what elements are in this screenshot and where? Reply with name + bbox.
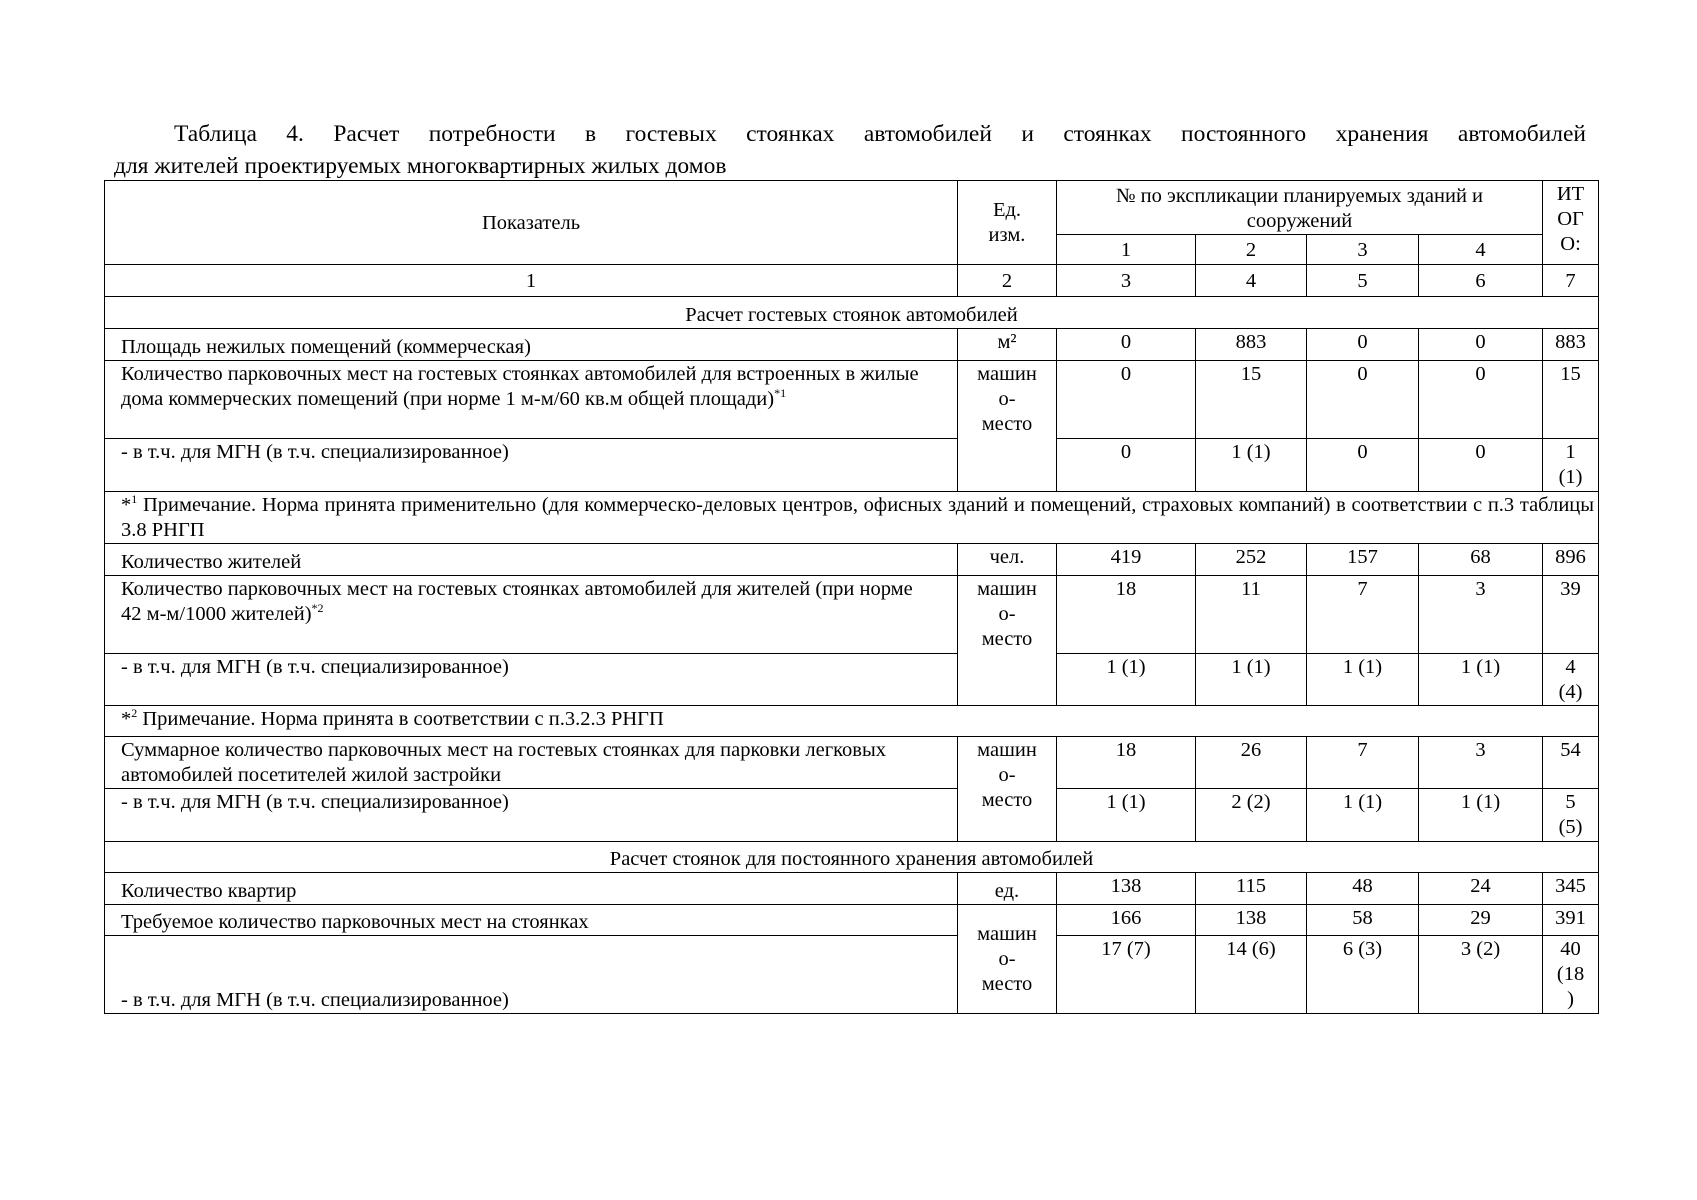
- table-row-residents: [105, 544, 1599, 576]
- section-title-permanent: Расчет стоянок для постоянного хранения автомобилей: [105, 842, 1599, 873]
- cell-total: 391: [1543, 905, 1599, 936]
- header-indicator: Показатель: [105, 181, 958, 265]
- footnote-number: 2: [131, 706, 138, 721]
- cell-value: 17 (7): [1057, 936, 1196, 1014]
- table-row-commercial-spaces: [105, 361, 1599, 439]
- header-total-line3: О:: [1560, 233, 1581, 255]
- row-label-text: Количество парковочных мест на гостевых стоянках автомобилей для встроенных в жилые дома коммерческих помещений (при норме 1 м-м/60 кв.м общей площади): [121, 363, 919, 410]
- table-row-area: [105, 329, 1599, 361]
- cell-value: 2 (2): [1196, 789, 1307, 842]
- unit-line2: о-: [998, 388, 1016, 410]
- header-building: 2: [1196, 235, 1307, 265]
- cell-value: 3: [1419, 737, 1543, 789]
- cell-value: 7: [1307, 576, 1419, 654]
- total-line1: 1: [1565, 441, 1576, 463]
- cell-value: 11: [1196, 576, 1307, 654]
- total-line2: (1): [1558, 466, 1583, 488]
- cell-value: 14 (6): [1196, 936, 1307, 1014]
- cell-value: 0: [1419, 361, 1543, 439]
- cell-total: 15: [1543, 361, 1599, 439]
- section-row-permanent: [105, 842, 1599, 873]
- cell-value: 7: [1307, 737, 1419, 789]
- row-unit: ед.: [958, 873, 1057, 905]
- total-line2: (18: [1556, 963, 1585, 985]
- cell-value: 1 (1): [1419, 654, 1543, 706]
- row-label: Количество жителей: [105, 544, 958, 576]
- cell-value: 0: [1057, 361, 1196, 439]
- column-number: 4: [1196, 265, 1307, 297]
- cell-total: [1543, 654, 1599, 706]
- cell-value: 1 (1): [1196, 439, 1307, 492]
- unit-line1: машин: [977, 739, 1037, 761]
- table-row-resident-spaces: [105, 576, 1599, 654]
- cell-value: 58: [1307, 905, 1419, 936]
- caption-line-1: Таблица 4. Расчет потребности в гостевых стоянках автомобилей и стоянках постоянного хранения автомобилей: [174, 121, 1586, 147]
- row-label: - в т.ч. для МГН (в т.ч. специализированное): [105, 936, 958, 1014]
- cell-value: 883: [1196, 329, 1307, 361]
- cell-value: 138: [1196, 905, 1307, 936]
- cell-total: [1543, 936, 1599, 1014]
- cell-value: 68: [1419, 544, 1543, 576]
- table-row-resident-mgn: [105, 654, 1599, 706]
- cell-value: 166: [1057, 905, 1196, 936]
- header-unit-line2: изм.: [988, 224, 1026, 246]
- unit-line3: место: [981, 628, 1033, 650]
- unit-line2: о-: [998, 603, 1016, 625]
- section-title-guest: Расчет гостевых стоянок автомобилей: [105, 297, 1599, 329]
- cell-value: 115: [1196, 873, 1307, 905]
- unit-line3: место: [981, 413, 1033, 435]
- header-total-line2: ОГ: [1557, 208, 1584, 230]
- unit-line2: о-: [998, 764, 1016, 786]
- footnote-text: Примечание. Норма принята применительно (для коммерческо-деловых центров, офисных зданий и помещений, страховых компаний) в соответствии с п.3 таблицы 3.8 РНГП: [121, 494, 1595, 541]
- table-row-required-mgn: [105, 936, 1599, 1014]
- row-label-line2: [121, 602, 953, 627]
- header-building: 3: [1307, 235, 1419, 265]
- note-row-1: [105, 492, 1599, 544]
- row-label: - в т.ч. для МГН (в т.ч. специализированное): [105, 439, 958, 492]
- table-row-commercial-mgn: [105, 439, 1599, 492]
- cell-value: 48: [1307, 873, 1419, 905]
- header-building-group: № по экспликации планируемых зданий и сооружений: [1057, 181, 1543, 235]
- header-building: 1: [1057, 235, 1196, 265]
- column-number: 1: [105, 265, 958, 297]
- row-label: Суммарное количество парковочных мест на гостевых стоянках для парковки легковых автомобилей посетителей жилой застройки: [105, 737, 958, 789]
- header-row: [105, 181, 1599, 235]
- cell-value: 1 (1): [1057, 789, 1196, 842]
- row-unit: [958, 361, 1057, 492]
- cell-value: 15: [1196, 361, 1307, 439]
- column-number-row: [105, 265, 1599, 297]
- column-number: 6: [1419, 265, 1543, 297]
- cell-value: 6 (3): [1307, 936, 1419, 1014]
- table-row-apartments: [105, 873, 1599, 905]
- total-line3: ): [1567, 988, 1574, 1010]
- cell-value: 157: [1307, 544, 1419, 576]
- row-unit: [958, 737, 1057, 842]
- column-number: 5: [1307, 265, 1419, 297]
- header-building: 4: [1419, 235, 1543, 265]
- footnote-mark: *: [121, 708, 132, 730]
- cell-value: 0: [1307, 361, 1419, 439]
- cell-value: 419: [1057, 544, 1196, 576]
- table-row-required: [105, 905, 1599, 936]
- cell-value: 1 (1): [1057, 654, 1196, 706]
- footnote-1: [105, 492, 1599, 544]
- header-total-line1: ИТ: [1556, 183, 1585, 205]
- cell-value: 0: [1057, 329, 1196, 361]
- cell-value: 252: [1196, 544, 1307, 576]
- cell-total: [1543, 439, 1599, 492]
- footnote-ref: *2: [311, 601, 324, 616]
- row-label: [105, 576, 958, 654]
- cell-total: 54: [1543, 737, 1599, 789]
- row-label: Требуемое количество парковочных мест на стоянках: [105, 905, 958, 936]
- cell-value: 0: [1307, 439, 1419, 492]
- footnote-mark: *: [121, 494, 132, 516]
- cell-value: 18: [1057, 576, 1196, 654]
- total-line1: 4: [1565, 656, 1576, 678]
- cell-value: 26: [1196, 737, 1307, 789]
- unit-line3: место: [981, 973, 1033, 995]
- row-unit: м²: [958, 329, 1057, 361]
- row-unit: чел.: [958, 544, 1057, 576]
- cell-value: 0: [1057, 439, 1196, 492]
- unit-line2: о-: [998, 948, 1016, 970]
- column-number: 3: [1057, 265, 1196, 297]
- unit-line3: место: [981, 789, 1033, 811]
- parking-calculation-table: [104, 180, 1599, 1014]
- row-label: [105, 361, 958, 439]
- row-label: Площадь нежилых помещений (коммерческая): [105, 329, 958, 361]
- footnote-text: Примечание. Норма принята в соответствии с п.3.2.3 РНГП: [137, 708, 664, 730]
- row-label: - в т.ч. для МГН (в т.ч. специализированное): [105, 654, 958, 706]
- row-label-text: 42 м-м/1000 жителей): [121, 603, 312, 625]
- cell-value: 1 (1): [1307, 789, 1419, 842]
- header-unit-line1: Ед.: [992, 199, 1022, 221]
- cell-value: 1 (1): [1196, 654, 1307, 706]
- header-unit: [958, 181, 1057, 265]
- cell-value: 29: [1419, 905, 1543, 936]
- cell-total: 39: [1543, 576, 1599, 654]
- column-number: 7: [1543, 265, 1599, 297]
- footnote-number: 1: [131, 492, 138, 507]
- unit-line1: машин: [977, 923, 1037, 945]
- cell-total: 896: [1543, 544, 1599, 576]
- cell-value: 0: [1419, 329, 1543, 361]
- cell-value: 3 (2): [1419, 936, 1543, 1014]
- footnote-ref: *1: [774, 386, 787, 401]
- cell-value: 1 (1): [1307, 654, 1419, 706]
- unit-line1: машин: [977, 578, 1037, 600]
- row-unit: [958, 576, 1057, 706]
- note-row-2: [105, 706, 1599, 737]
- total-line1: 5: [1565, 791, 1576, 813]
- row-label: - в т.ч. для МГН (в т.ч. специализированное): [105, 789, 958, 842]
- cell-total: 883: [1543, 329, 1599, 361]
- row-label-line1: Количество парковочных мест на гостевых стоянках автомобилей для жителей (при норме: [121, 578, 913, 600]
- cell-value: 3: [1419, 576, 1543, 654]
- total-line1: 40: [1560, 938, 1581, 960]
- table-row-total-guest: [105, 737, 1599, 789]
- row-unit: [958, 905, 1057, 1014]
- cell-total: [1543, 789, 1599, 842]
- table-row-total-guest-mgn: [105, 789, 1599, 842]
- total-line2: (5): [1558, 816, 1583, 838]
- cell-value: 1 (1): [1419, 789, 1543, 842]
- cell-total: 345: [1543, 873, 1599, 905]
- caption-line-2: для жителей проектируемых многоквартирных жилых домов: [114, 153, 727, 179]
- cell-value: 0: [1307, 329, 1419, 361]
- cell-value: 24: [1419, 873, 1543, 905]
- section-row-guest: [105, 297, 1599, 329]
- column-number: 2: [958, 265, 1057, 297]
- table-caption: [114, 118, 1586, 182]
- header-total: [1543, 181, 1599, 265]
- row-label: Количество квартир: [105, 873, 958, 905]
- total-line2: (4): [1558, 681, 1583, 703]
- cell-value: 138: [1057, 873, 1196, 905]
- footnote-2: [105, 706, 1599, 737]
- cell-value: 18: [1057, 737, 1196, 789]
- cell-value: 0: [1419, 439, 1543, 492]
- unit-line1: машин: [977, 363, 1037, 385]
